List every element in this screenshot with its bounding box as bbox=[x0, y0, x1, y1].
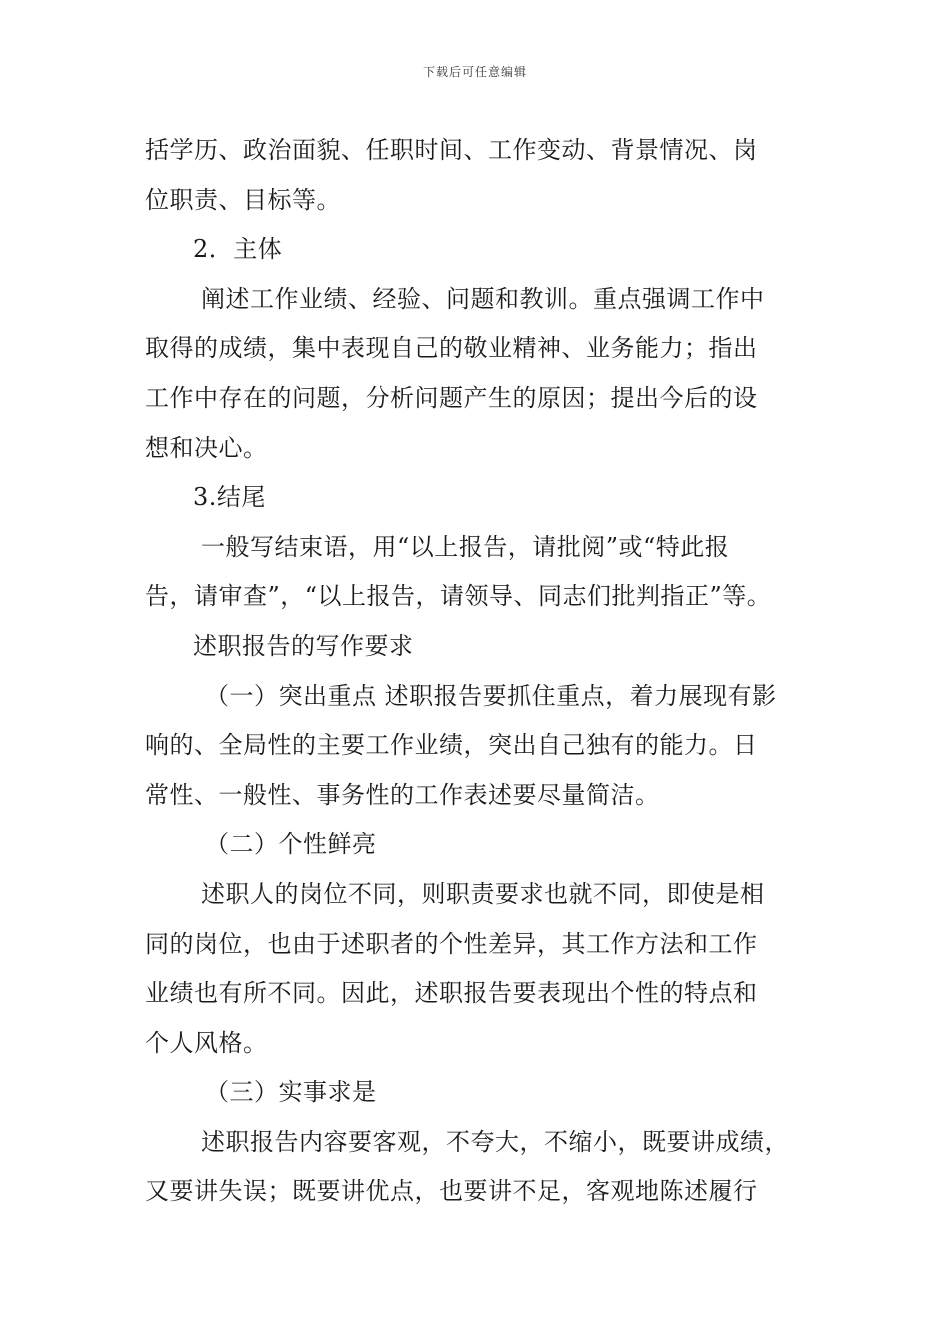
section-heading-main: 2．主体 bbox=[193, 235, 283, 264]
section-heading-requirements: 述职报告的写作要求 bbox=[193, 631, 414, 660]
page-header: 下载后可任意编辑 bbox=[422, 65, 527, 79]
body-line: 告，请审查”，“以上报告，请领导、同志们批判指正”等。 bbox=[145, 582, 772, 611]
body-line: 述职人的岗位不同，则职责要求也就不同，即使是相 bbox=[201, 879, 765, 908]
document-body bbox=[145, 126, 807, 1217]
subsection-heading-personality: （二）个性鲜亮 bbox=[205, 830, 377, 859]
body-line: 同的岗位，也由于述职者的个性差异，其工作方法和工作 bbox=[145, 929, 758, 958]
body-line: 工作中存在的问题，分析问题产生的原因；提出今后的设 bbox=[145, 383, 758, 412]
body-line: 位职责、目标等。 bbox=[145, 185, 341, 214]
subsection-heading-focus: （一）突出重点 述职报告要抓住重点，着力展现有影 bbox=[205, 681, 777, 710]
body-line: 又要讲失误；既要讲优点，也要讲不足，客观地陈述履行 bbox=[145, 1177, 758, 1206]
body-line: 阐述工作业绩、经验、问题和教训。重点强调工作中 bbox=[201, 284, 765, 313]
body-line: 常性、一般性、事务性的工作表述要尽量简洁。 bbox=[145, 780, 660, 809]
body-line: 括学历、政治面貌、任职时间、工作变动、背景情况、岗 bbox=[145, 136, 758, 164]
subsection-heading-facts: （三）实事求是 bbox=[205, 1078, 377, 1107]
body-line: 响的、全局性的主要工作业绩，突出自己独有的能力。日 bbox=[145, 731, 758, 760]
body-line: 述职报告内容要客观，不夸大，不缩小，既要讲成绩， bbox=[201, 1127, 789, 1156]
body-line: 取得的成绩，集中表现自己的敬业精神、业务能力；指出 bbox=[145, 334, 758, 363]
section-heading-ending: 3.结尾 bbox=[193, 483, 266, 512]
body-line: 个人风格。 bbox=[145, 1028, 268, 1057]
body-line: 想和决心。 bbox=[145, 433, 268, 462]
body-line: 一般写结束语，用“以上报告，请批阅”或“特此报 bbox=[201, 532, 730, 561]
body-line: 业绩也有所不同。因此，述职报告要表现出个性的特点和 bbox=[145, 979, 758, 1008]
